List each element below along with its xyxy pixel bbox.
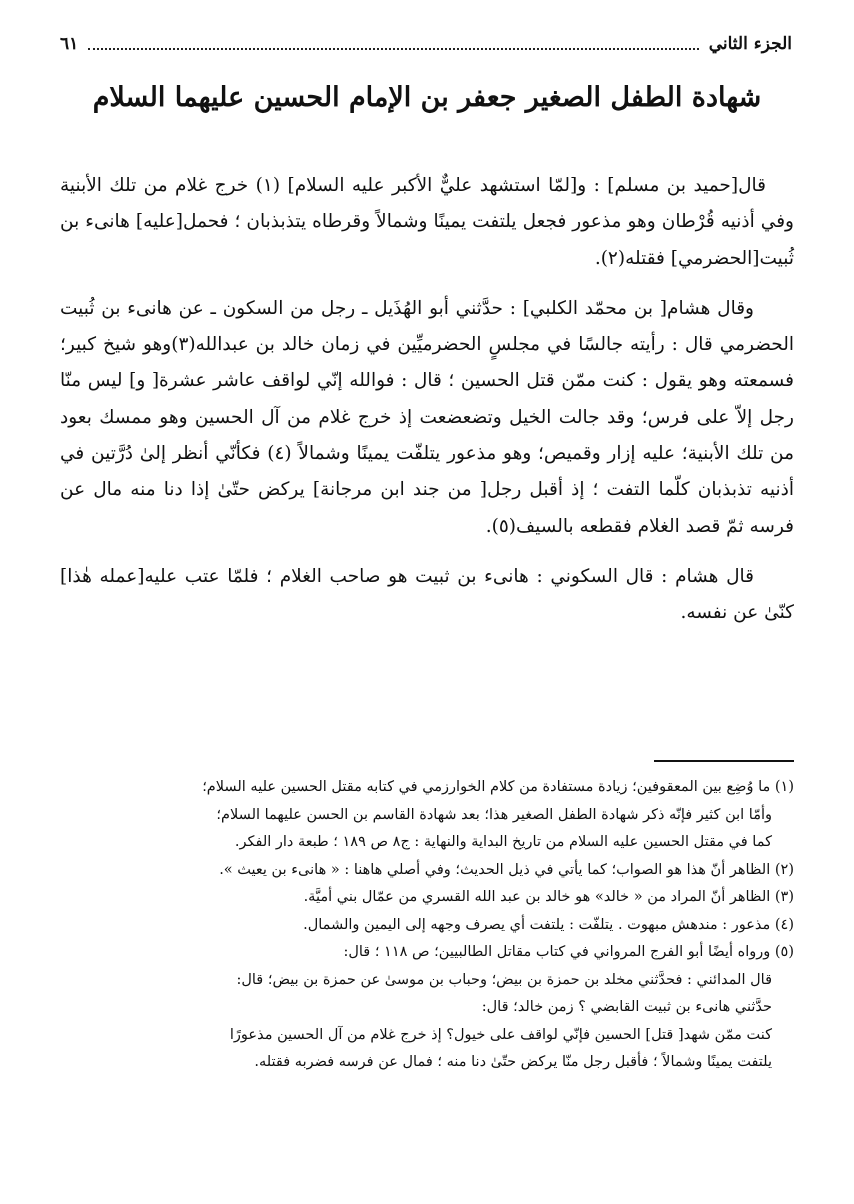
- paragraph: قال[حميد بن مسلم] : و[لمّا استشهد عليٌّ الأكبر عليه السلام] (١) خرج غلام من تلك الأبنية وفي أذنيه قُرْطان وهو مذعور فجعل يلتفت يمينًا وشمالاً وقرطاه يتذبذبان ؛ فحمل[عليه] هانىء بن ثُبيت[الحضرمي] فقتله(٢).: [60, 175, 794, 269]
- footnote-line: (٥) ورواه أيضًا أبو الفرج المرواني في كتاب مقاتل الطالبيين؛ ص ١١٨ ؛ قال:: [343, 944, 794, 960]
- footnote-separator: [654, 760, 794, 762]
- footnote-line: (١) ما وُضِع بين المعقوفين؛ زيادة مستفادة من كلام الخوارزمي في كتابه مقتل الحسين عليه السلام؛: [202, 779, 794, 795]
- running-header: [60, 28, 792, 60]
- paragraph: قال هشام : قال السكوني : هانىء بن ثبيت هو صاحب الغلام ؛ فلمّا عتب عليه[عمله هٰذا] كنّىٰ عن نفسه.: [60, 565, 794, 624]
- footnote-line: (٤) مذعور : مندهش مبهوت . يتلفّت : يلتفت أي يصرف وجهه إلى اليمين والشمال.: [303, 916, 794, 933]
- footnote-2: [60, 857, 794, 885]
- footnote-5: [60, 939, 794, 1077]
- footnote-line: حدَّثني هانىء بن ثبيت القابضي ؟ زمن خالد؛ قال:: [481, 999, 772, 1015]
- footnote-line: وأمّا ابن كثير فإنّه ذكر شهادة الطفل الصغير هذا؛ بعد شهادة القاسم بن الحسن عليهما السلام؛: [216, 806, 772, 823]
- footnote-line: (٣) الظاهر أنّ المراد من « خالد» هو خالد بن عبد الله القسري من عمّال بني أميَّة.: [303, 889, 794, 905]
- chapter-title: شهادة الطفل الصغير جعفر بن الإمام الحسين عليهما السلام: [92, 82, 762, 113]
- running-header-title: الجزء الثاني: [708, 34, 792, 54]
- footnote-3: [60, 884, 794, 912]
- paragraph: وقال هشام[ بن محمّد الكلبي] : حدَّثني أبو الهُذَيل ـ رجل من السكون ـ عن هانىء بن ثُبيت الحضرمي قال : رأيته جالسًا في مجلسٍ الحضرميِّين في زمان خالد بن عبدالله(٣)وهو شيخ كبير؛ فسمعته وهو يقول : كنت ممّن قتل الحسين ؛ قال : فوالله إنّي لواقف عاشر عشرة[ و] ليس منّا رجل إلاّ على فرس؛ وقد جالت الخيل وتضعضعت إذ خرج غلام من آل الحسين وهو ممسك بعود من تلك الأبنية؛ عليه إزار وقميص؛ وهو مذعور يتلفّت يمينًا وشمالاً (٤) فكأنّي أنظر إلىٰ دُرَّتين في أذنيه تذبذبان كلّما التفت ؛ إذ أقبل رجل[ من جند ابن مرجانة] يركض حتّىٰ إذا دنا منه مال عن فرسه ثمّ قصد الغلام فقطعه بالسيف(٥).: [60, 297, 794, 537]
- footnote-line: يلتفت يمينًا وشمالاً ؛ فأقبل رجل منّا يركض حتّىٰ دنا منه ؛ فمال عن فرسه فضربه فقتله.: [254, 1054, 772, 1070]
- footnote-4: [60, 912, 794, 940]
- main-text: [60, 168, 794, 646]
- header-dot-leader: [88, 38, 698, 50]
- footnote-line: قال المدائني : فحدَّثني مخلد بن حمزة بن بيض؛ وحباب بن موسىٰ عن حمزة بن بيض؛ قال:: [236, 971, 772, 988]
- footnote-line: كنت ممّن شهد[ قتل] الحسين فإنّي لواقف على خيول؟ إذ خرج غلام من آل الحسين مذعورًا: [229, 1026, 772, 1043]
- footnote-1: [60, 774, 794, 857]
- footnote-line: كما في مقتل الحسين عليه السلام من تاريخ البداية والنهاية : ج٨ ص ١٨٩ ؛ طبعة دار الفكر.: [234, 834, 772, 850]
- page-number: ٦١: [60, 34, 79, 54]
- footnote-line: (٢) الظاهر أنّ هذا هو الصواب؛ كما يأتي في ذيل الحديث؛ وفي أصلي هاهنا : « هانىء بن يعيث ».: [219, 861, 794, 878]
- footnotes: [60, 774, 794, 1077]
